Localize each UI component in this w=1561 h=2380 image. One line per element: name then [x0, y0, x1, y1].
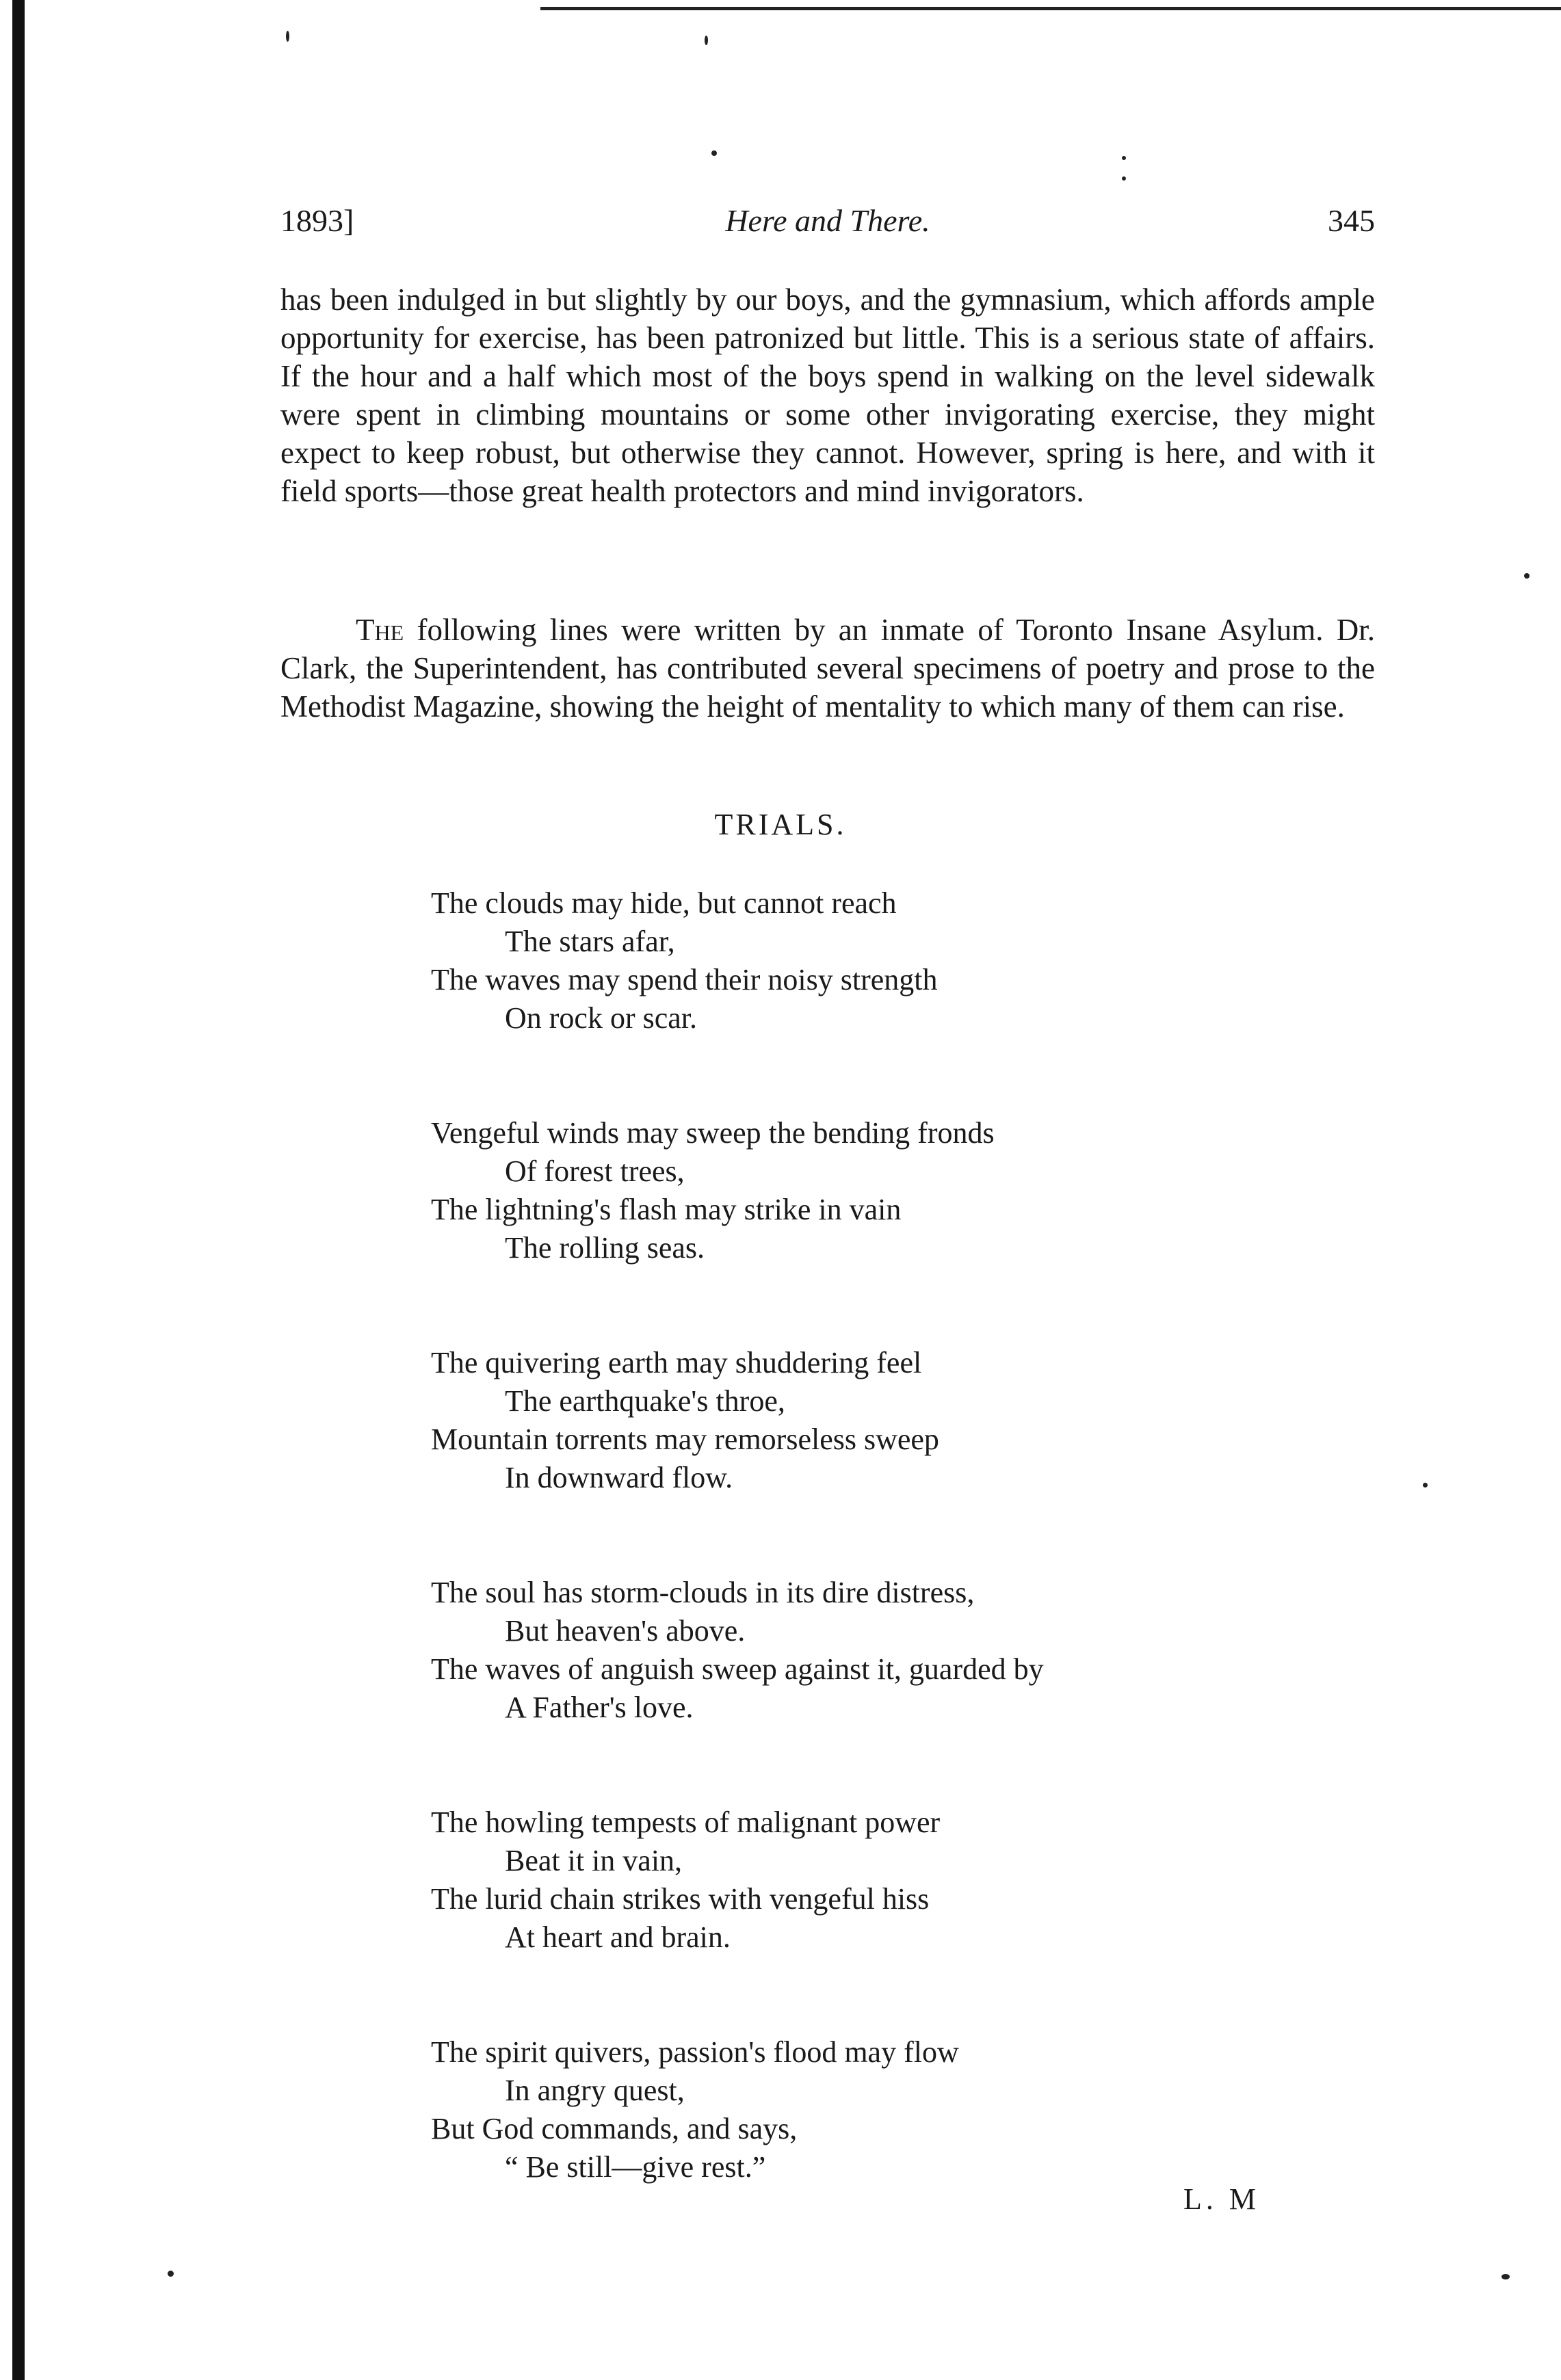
poem-line: The howling tempests of malignant power [431, 1806, 941, 1839]
poem-line: The waves may spend their noisy strength [431, 963, 938, 996]
poem-stanza [431, 1114, 1457, 1267]
poem-line: The quivering earth may shuddering feel [431, 1346, 922, 1379]
paragraph-body: following lines were written by an inmate of Toronto Insane Asylum. Dr. Clark, the Superintendent, has contributed several specimens of poetry and prose to the Methodist Magazine, showing the height of mentality to which many of them can rise. [280, 613, 1375, 724]
scan-speck [1122, 156, 1126, 160]
poem-line: At heart and brain. [505, 1920, 731, 1954]
poem-title: TRIALS. [714, 808, 847, 841]
poem-stanza [431, 1574, 1457, 1727]
poem-stanza [431, 1803, 1457, 1957]
poem-line: Beat it in vain, [505, 1844, 683, 1877]
poem-line: The spirit quivers, passion's flood may flow [431, 2035, 959, 2069]
scan-speck [1501, 2274, 1510, 2279]
paragraph-gymnasium: has been indulged in but slightly by our boys, and the gymnasium, which affords ample opportunity for exercise, has been patronized but little. This is a serious state of affairs. If the hour and a half which most of the boys spend in walking on the level sidewalk were spent in climbing mountains or some other invigorating exercise, they might expect to keep robust, but otherwise they cannot. However, spring is here, and with it field sports—those great health protectors and mind invigorators. [280, 282, 1375, 508]
poem-line: But heaven's above. [505, 1614, 746, 1648]
paragraph-introduction [280, 611, 1375, 726]
poem-line: In angry quest, [505, 2074, 685, 2107]
header-year: 1893] [280, 203, 354, 238]
poem-line: The rolling seas. [505, 1231, 705, 1265]
poem-stanza [431, 2033, 1457, 2186]
poem-body [431, 884, 1457, 2186]
poem-line: “ Be still—give rest.” [505, 2150, 766, 2184]
poem-line: Mountain torrents may remorseless sweep [431, 1423, 939, 1456]
poem-line: In downward flow. [505, 1461, 733, 1494]
poem-stanza [431, 1344, 1457, 1497]
poem-line: Vengeful winds may sweep the bending fronds [431, 1116, 995, 1150]
top-rule [540, 7, 1561, 10]
scan-speck [168, 2271, 174, 2277]
scan-speck [286, 31, 289, 42]
poem-line: The clouds may hide, but cannot reach [431, 886, 897, 920]
scan-speck [711, 150, 717, 156]
scan-binding-edge [12, 0, 25, 2380]
scan-speck [1524, 573, 1530, 579]
header-section-title: Here and There. [725, 203, 930, 238]
poem-line: The waves of anguish sweep against it, guarded by [431, 1652, 1044, 1686]
poem-line: But God commands, and says, [431, 2112, 798, 2145]
running-header [280, 202, 1375, 250]
page-number: 345 [1328, 203, 1375, 238]
poem-line: The lightning's flash may strike in vain [431, 1193, 902, 1226]
poem-stanza [431, 884, 1457, 1037]
poem-signature: L. M [1183, 2182, 1260, 2216]
poem-line: The earthquake's throe, [505, 1384, 785, 1418]
paragraph-lead-word: The [356, 613, 404, 647]
poem-line: A Father's love. [505, 1691, 694, 1724]
scan-speck [1122, 176, 1126, 181]
scan-speck [705, 36, 708, 45]
poem-line: The soul has storm-clouds in its dire distress, [431, 1576, 975, 1609]
poem-line: The stars afar, [505, 925, 675, 958]
poem-line: On rock or scar. [505, 1001, 698, 1035]
poem-line: The lurid chain strikes with vengeful hiss [431, 1882, 930, 1916]
poem-line: Of forest trees, [505, 1154, 685, 1188]
